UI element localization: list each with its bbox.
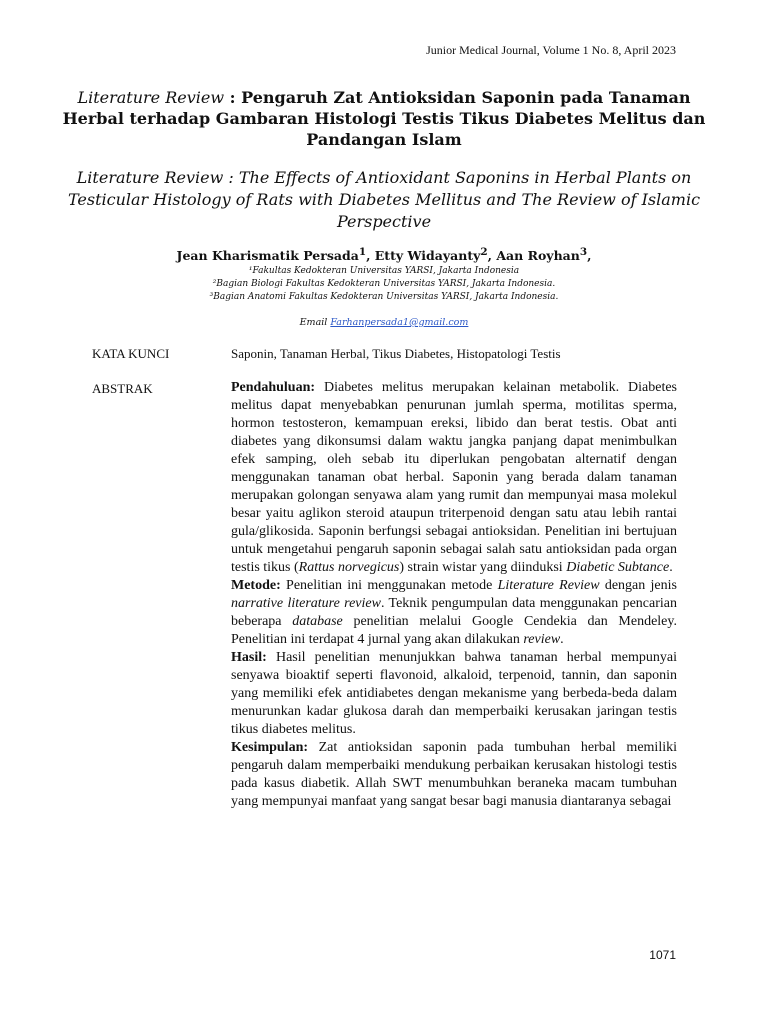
author-1: Jean Kharismatik Persada: [176, 248, 359, 264]
author-1-affil: 1: [358, 246, 367, 258]
method-text-5: .: [560, 632, 564, 647]
page-number: 1071: [649, 948, 676, 962]
author-2-affil: 2: [480, 246, 488, 258]
keywords-value: Saponin, Tanaman Herbal, Tikus Diabetes, Histopatologi Testis: [231, 346, 561, 361]
conclusion-text: Zat antioksidan saponin pada tumbuhan herbal memiliki pengaruh dalam memperbaiki mendukung perbaikan kerusakan histologi testis pada kasus diabetik. Allah SWT menumbuhkan beraneka macam tumbuhan yang mempunyai manfaat yang sangat besar bagi manusia diantaranya sebagai: [231, 740, 677, 809]
abstract-conclusion: [231, 739, 677, 811]
method-db: database: [292, 614, 343, 629]
abstract-method: [231, 577, 677, 649]
method-text-3: . Teknik pengumpulan data menggunakan pencarian beberapa: [231, 596, 677, 629]
abstract-intro: [231, 379, 677, 577]
method-lr: Literature Review: [497, 578, 600, 593]
affiliation-2: ²Bagian Biologi Fakultas Kedokteran Universitas YARSI, Jakarta Indonesia.: [212, 279, 556, 289]
abstract-body: [231, 379, 677, 811]
abstract-result: [231, 649, 677, 739]
intro-text-2: ) strain wistar yang diinduksi: [399, 560, 567, 575]
method-heading: Metode:: [231, 578, 281, 593]
affiliation-1: ¹Fakultas Kedokteran Universitas YARSI, Jakarta Indonesia: [248, 266, 520, 276]
intro-text-1: Diabetes melitus merupakan kelainan metabolik. Diabetes melitus dapat menyebabkan penurunan jumlah sperma, motilitas sperma, hormon testosteron, kemampuan ereksi, libido dan berat testis. Obat anti diabetes yang dikonsumsi dalam waktu jangka panjang dapat menimbulkan efek samping, oleh sebab itu diperlukan pengobatan alternatif dengan menggunakan tanaman obat herbal. Saponin yang berada dalam tanaman merupakan golongan senyawa alam yang rumit dan mempunyai masa molekul besar yaitu aglikon steroid ataupun triterpenoid dengan satu atau lebih rantai gula/glikosida. Saponin berfungsi sebagai antioksidan. Penelitian ini bertujuan untuk mengetahui pengaruh saponin sebagai salah satu antioksidan pada organ testis tikus (: [231, 380, 677, 575]
conclusion-heading: Kesimpulan:: [231, 740, 309, 755]
author-2: Etty Widayanty: [374, 248, 481, 264]
title-english: Literature Review : The Effects of Antioxidant Saponins in Herbal Plants on Testicular Histology of Rats with Diabetes Mellitus and The Review of Islamic Perspective: [67, 168, 701, 231]
title-indonesian: [60, 87, 708, 150]
author-list: Jean Kharismatik Persada$^1$, Etty Widayanty$^2$, Aan Royhan$^3$,: [176, 246, 592, 264]
intro-species: Rattus norvegicus: [298, 560, 400, 575]
method-text-1: Penelitian ini menggunakan metode: [280, 578, 498, 593]
intro-model: Diabetic Subtance: [566, 560, 670, 575]
result-text: Hasil penelitian menunjukkan bahwa tanaman herbal mempunyai senyawa bioaktif seperti flavonoid, alkaloid, terpenoid, tannin, dan saponin yang memiliki efek antidiabetes dengan mekanisme yang berbeda-beda dalam menurunkan kadar glukosa darah dan memperbaiki kerusakan jaringan testis tikus diabetes melitus.: [231, 650, 677, 737]
method-text-4: penelitian melalui Google Cendekia dan Mendeley. Penelitian ini terdapat 4 jurnal yang akan dilakukan: [231, 614, 677, 647]
method-nlr: narrative literature review: [231, 596, 381, 611]
affiliation-3: ³Bagian Anatomi Fakultas Kedokteran Universitas YARSI, Jakarta Indonesia.: [209, 292, 559, 302]
intro-text-3: .: [669, 560, 673, 575]
running-header: Junior Medical Journal, Volume 1 No. 8, April 2023: [426, 43, 676, 57]
title-id-prefix: Literature Review: [77, 88, 225, 107]
title-id-rest: : Pengaruh Zat Antioksidan Saponin pada Tanaman Herbal terhadap Gambaran Histologi Testis Tikus Diabetes Melitus dan Pandangan Islam: [62, 88, 706, 149]
contact-email: [60, 317, 708, 328]
keywords-label: KATA KUNCI: [92, 346, 170, 361]
author-3: Aan Royhan: [496, 248, 580, 264]
author-3-affil: 3: [579, 246, 588, 258]
intro-heading: Pendahuluan:: [231, 380, 316, 395]
email-label: Email: [299, 317, 328, 328]
abstract-label: ABSTRAK: [92, 381, 153, 396]
method-review: review: [523, 632, 561, 647]
method-text-2: dengan jenis: [599, 578, 677, 593]
result-heading: Hasil:: [231, 650, 267, 665]
email-link[interactable]: Farhanpersada1@gmail.com: [330, 317, 469, 328]
